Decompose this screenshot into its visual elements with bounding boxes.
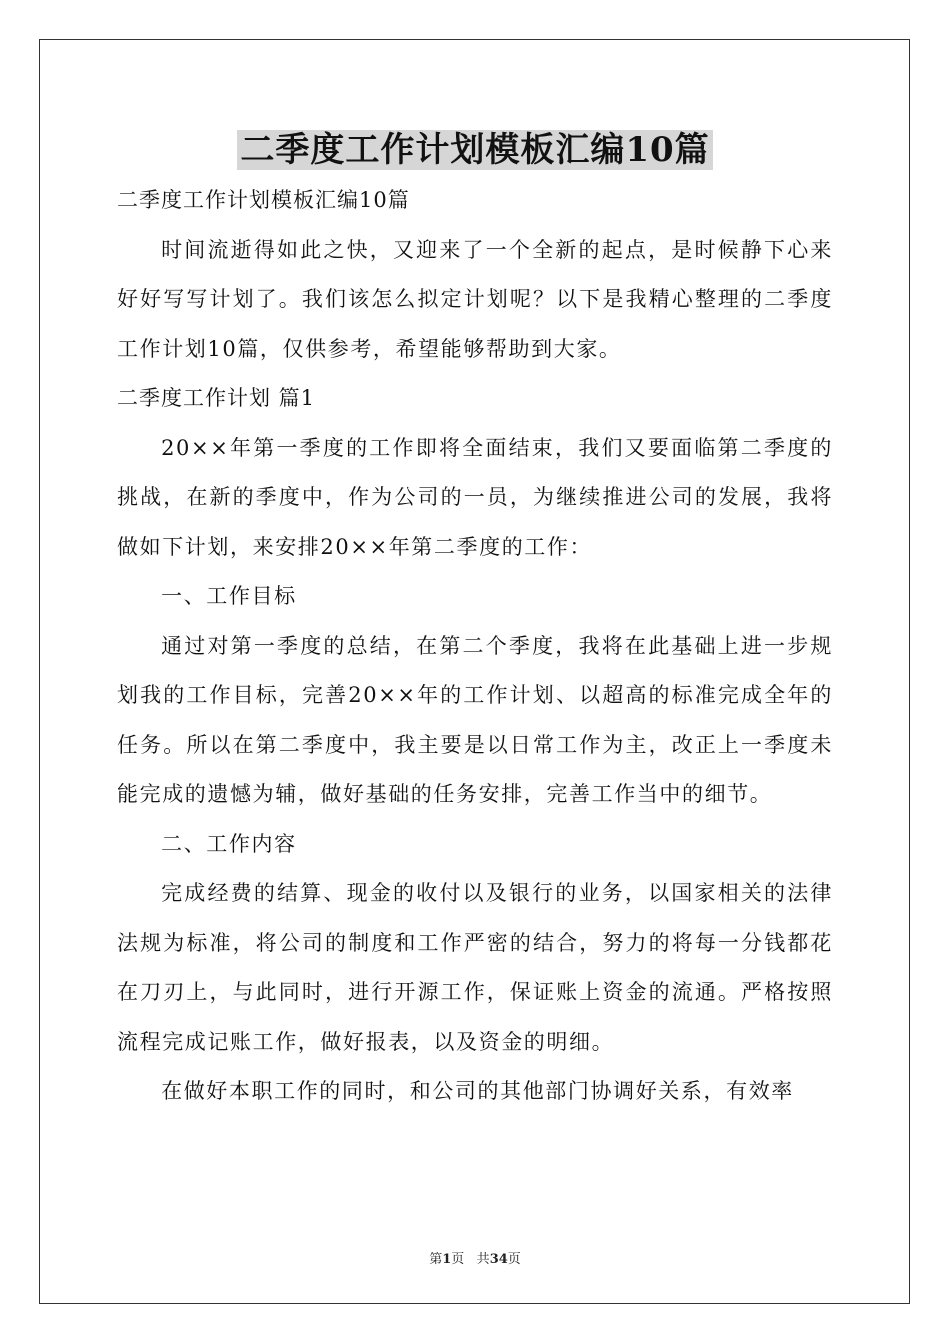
subheading: 二、工作内容 <box>161 831 297 856</box>
paragraph-intro: 时间流逝得如此之快，又迎来了一个全新的起点，是时候静下心来好好写写计划了。我们该怎么拟定计划呢？以下是我精心整理的二季度工作计划10篇，仅供参考，希望能够帮助到大家。 <box>117 237 833 361</box>
current-page-number: 1 <box>442 1252 452 1267</box>
paragraph: 20××年第一季度的工作即将全面结束，我们又要面临第二季度的挑战，在新的季度中，作为公司的一员，为继续推进公司的发展，我将做如下计划，来安排20××年第二季度的工作： <box>117 435 833 559</box>
section-heading: 二季度工作计划 篇1 <box>117 386 316 410</box>
total-prefix: 共 <box>476 1252 490 1267</box>
document-title <box>0 128 950 172</box>
total-pages-number: 34 <box>489 1252 508 1267</box>
page-footer <box>0 1248 950 1267</box>
document-title-text: 二季度工作计划模板汇编10篇 <box>237 130 712 170</box>
total-suffix: 页 <box>507 1252 521 1267</box>
paragraph: 完成经费的结算、现金的收付以及银行的业务，以国家相关的法律法规为标准，将公司的制度和工作严密的结合，努力的将每一分钱都花在刀刃上，与此同时，进行开源工作，保证账上资金的流通。严格按照流程完成记账工作，做好报表，以及资金的明细。 <box>117 881 833 1054</box>
document-body <box>117 176 833 1117</box>
paragraph-subtitle: 二季度工作计划模板汇编10篇 <box>117 188 410 212</box>
page-prefix: 第 <box>429 1252 443 1267</box>
subheading: 一、工作目标 <box>161 584 297 608</box>
page-suffix: 页 <box>451 1252 465 1267</box>
paragraph: 通过对第一季度的总结，在第二个季度，我将在此基础上进一步规划我的工作目标，完善20××年的工作计划、以超高的标准完成全年的任务。所以在第二季度中，我主要是以日常工作为主，改正上一季度未能完成的遗憾为辅，做好基础的任务安排，完善工作当中的细节。 <box>117 633 833 806</box>
paragraph: 在做好本职工作的同时，和公司的其他部门协调好关系，有效率 <box>161 1079 794 1103</box>
